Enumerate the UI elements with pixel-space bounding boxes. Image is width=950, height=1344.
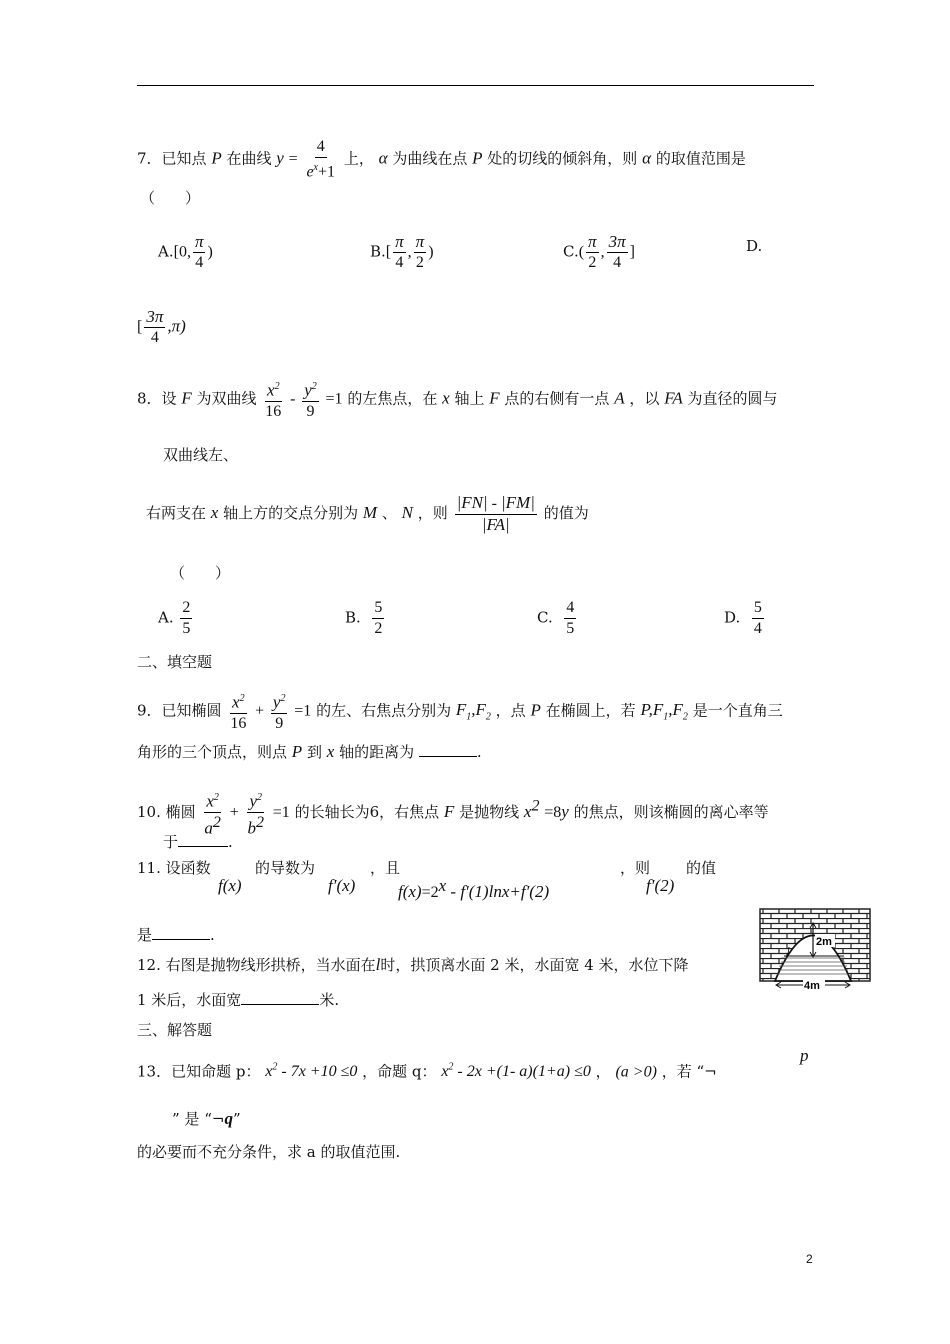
- q11-line1a: [137, 858, 211, 878]
- q13-not-p: p: [800, 1046, 809, 1065]
- q8-option-a: A. $\frac{2}{5}$: [158, 599, 191, 637]
- q8-line2: 双曲线左、: [163, 446, 239, 464]
- q11-fx: f(x): [218, 876, 242, 895]
- q11-line1d: ，则: [620, 859, 651, 877]
- q7-option-d: [ $\frac{3\pi}{4}$ ,π): [137, 307, 186, 346]
- water-level-label: l: [787, 946, 790, 957]
- q10-line2: 于 .: [163, 833, 233, 851]
- q7-option-d-label: D.: [746, 237, 763, 255]
- q11-answer-blank[interactable]: [152, 925, 210, 940]
- section-solution-title: 三、解答题: [137, 1021, 213, 1039]
- q13-line1: 13．已知命题 p： $x^2 - 7x +10 \le 0$ ，命题 q： $x^2 - 2x +(1-$ a)(1+a) ≤0 ， (a >0) ，若 “¬: [137, 1062, 717, 1081]
- q7-number: 7．已知点: [137, 149, 207, 168]
- page-number: 2: [806, 1252, 813, 1266]
- q11-line1b: 的导数为: [255, 859, 316, 877]
- header-rule: [137, 85, 814, 86]
- q11-line2: 是 .: [137, 926, 215, 944]
- water-width-label: 4m: [804, 980, 820, 990]
- arch-height-label: 2m: [816, 936, 832, 948]
- q11-expression: $f(x)=2^x - f'(1)\ln x+f'(2)$: [398, 876, 550, 901]
- q8-option-d: D. $\frac{5}{4}$: [724, 599, 762, 637]
- q13-proposition-q: $x^2 - 2x +(1-$ a)(1+a) ≤0: [441, 1062, 591, 1081]
- q13-number: 13．已知命题 p：: [137, 1062, 261, 1081]
- q12-line2: 1 米后，水面宽 米.: [137, 991, 340, 1009]
- q9-line1: 9．已知椭圆 $\frac{x^2}{16}$ + $\frac{y^2}{9}$ =1 的左、右焦点分别为 $F_1,F_2$ ，点 P 在椭圆上，若 $P,F_1,F_2$ 是一个直角三: [137, 690, 783, 733]
- q8-line1: 8．设 F 为双曲线 $\frac{x^2}{16}$ - $\frac{y^2}{9}$ =1 的左焦点，在 x 轴上 F 点的右侧有一点 A ，以 FA 为直径的圆与: [137, 378, 778, 421]
- q12-answer-blank[interactable]: [241, 990, 319, 1005]
- q13-proposition-p: $x^2 - 7x +10 \le 0$: [265, 1062, 358, 1081]
- q9-line2: 角形的三个顶点，则点 P 到 x 轴的距离为 .: [137, 742, 482, 761]
- q7-answer-paren: （ ）: [140, 189, 201, 207]
- q8-line3: 右两支在 x 轴上方的交点分别为 M 、 N ，则 $\frac{|FN| - |FM|}{|FA|}$ 的值为: [146, 493, 589, 534]
- q8-answer-paren: （ ）: [170, 564, 231, 582]
- q13-line3: 的必要而不充分条件，求 a 的取值范围.: [137, 1143, 401, 1161]
- q11-line1c: ，且: [370, 859, 401, 877]
- q12-line1: 12. 右图是抛物线形拱桥，当水面在l时，拱顶离水面 2 米，水面宽 4 米，水位下降: [137, 955, 689, 974]
- q11-fprime-x: f′(x): [328, 876, 356, 895]
- q9-answer-blank[interactable]: [419, 742, 477, 757]
- q10-answer-blank[interactable]: [178, 832, 228, 847]
- q11-number: 11. 设函数: [137, 859, 211, 877]
- q11-fprime-2: f′(2): [646, 876, 675, 895]
- arch-bridge-figure: [759, 908, 871, 990]
- q10-line1: 10. 椭圆 $\frac{x^2}{a^2}$ + $\frac{y^2}{b^2}$ =1 的长轴长为6，右焦点 F 是抛物线 $x^2 =8y$ 的焦点，则该椭圆的离心率等: [137, 789, 769, 837]
- q7-curve-fraction: $\frac{4}{e^x+1}$: [306, 138, 336, 181]
- q7-option-b: B.[ $\frac{\pi}{4}$ , $\frac{\pi}{2}$ ): [370, 232, 434, 271]
- section-fill-in-title: 二、填空题: [137, 653, 213, 671]
- q13-line2: ” 是 “¬q”: [172, 1109, 241, 1128]
- q7-option-a: A.[0, $\frac{\pi}{4}$ ): [158, 232, 213, 271]
- q8-number: 8．设: [137, 389, 177, 408]
- q10-number: 10. 椭圆: [137, 803, 196, 822]
- q9-number: 9．已知椭圆: [137, 701, 222, 720]
- q11-line1e: 的值: [686, 859, 717, 877]
- q7-line1: 7．已知点 P 在曲线 y = $\frac{4}{e^x+1}$ 上， α 为曲线在点 P 处的切线的倾斜角，则 α 的取值范围是: [137, 138, 746, 181]
- q8-option-b: B. $\frac{5}{2}$: [345, 599, 383, 637]
- q8-option-c: C. $\frac{4}{5}$: [537, 599, 575, 637]
- q7-option-c: C.( $\frac{\pi}{2}$ , $\frac{3\pi}{4}$ ]: [563, 232, 635, 271]
